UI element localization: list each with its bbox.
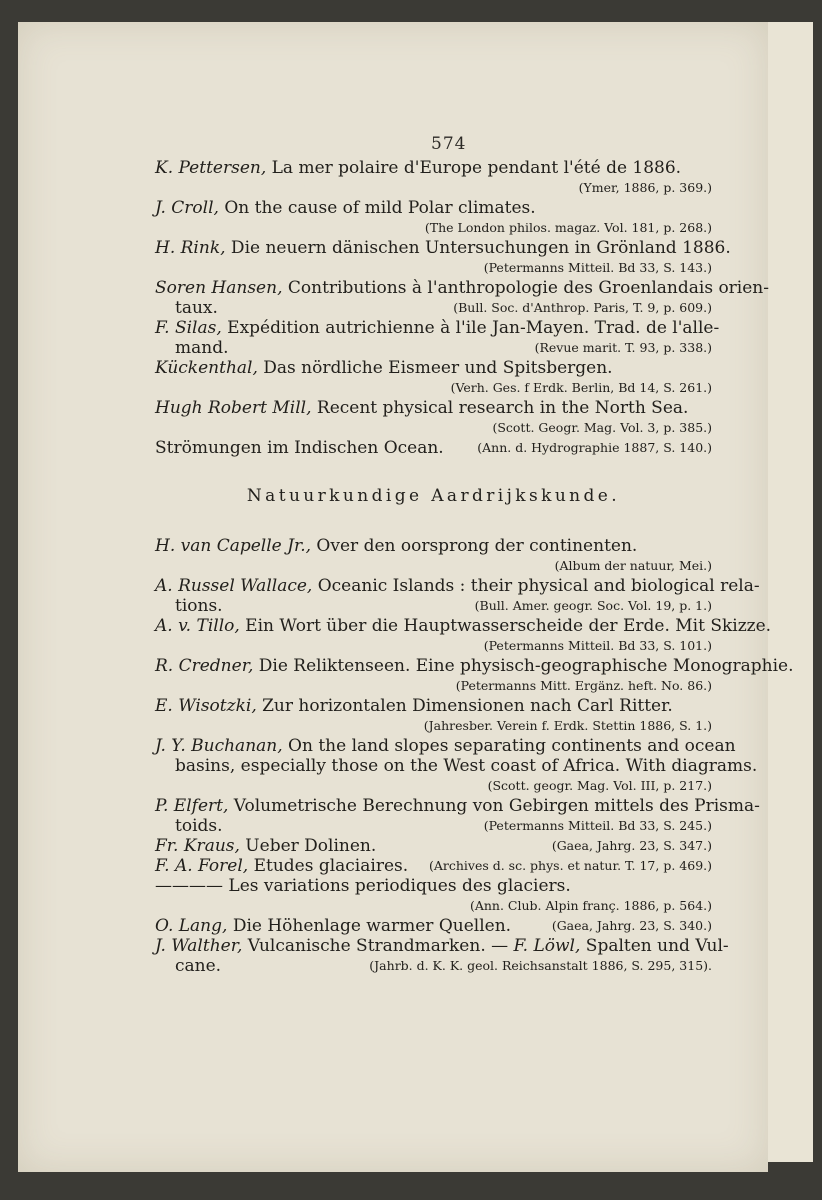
entry-citation: (Jahresber. Verein f. Erdk. Stettin 1886, S. 1.) bbox=[423, 718, 712, 733]
bib-entry-croll bbox=[155, 198, 712, 238]
bib-entry-lang bbox=[155, 916, 712, 936]
entry-author: K. Pettersen, bbox=[155, 158, 267, 178]
entry-title: Das nördliche Eismeer und Spitsbergen. bbox=[257, 358, 613, 378]
entry-title: Die Höhenlage warmer Quellen. bbox=[227, 916, 512, 936]
bib-entry-stromungen bbox=[155, 438, 712, 458]
entry-citation: (Bull. Amer. geogr. Soc. Vol. 19, p. 1.) bbox=[474, 598, 712, 613]
entry-title: Les variations periodiques des glaciers. bbox=[223, 876, 571, 896]
entry-author: E. Wisotzki, bbox=[155, 696, 257, 716]
bib-entry-elfert bbox=[155, 796, 760, 836]
bib-entry-kraus bbox=[155, 836, 712, 856]
entry-citation: (Ann. Club. Alpin franç. 1886, p. 564.) bbox=[469, 898, 712, 913]
bib-entry-mill bbox=[155, 398, 712, 438]
entry-title-continued: cane. bbox=[175, 956, 222, 976]
bib-entry-credner bbox=[155, 656, 794, 696]
entry-title: Vulcanische Strandmarken. — bbox=[242, 936, 514, 956]
entry-title: Over den oorsprong der continenten. bbox=[311, 536, 638, 556]
entry-title-continued: mand. bbox=[175, 338, 229, 358]
entry-citation: (Album der natuur, Mei.) bbox=[554, 558, 712, 573]
entry-title: Recent physical research in the North Sea. bbox=[311, 398, 689, 418]
entry-title: On the land slopes separating continents and ocean bbox=[282, 736, 736, 756]
bib-entry-wisotzki bbox=[155, 696, 712, 736]
entry-citation: (Jahrb. d. K. K. geol. Reichsanstalt 1886, S. 295, 315). bbox=[369, 958, 712, 973]
entry-author: A. v. Tillo, bbox=[155, 616, 240, 636]
entry-title: Zur horizontalen Dimensionen nach Carl Ritter. bbox=[256, 696, 673, 716]
entry-author: H. van Capelle Jr., bbox=[155, 536, 312, 556]
entry-title: Die Reliktenseen. Eine physisch-geographische Monographie. bbox=[253, 656, 794, 676]
entry-author: F. A. Forel, bbox=[155, 856, 249, 876]
entry-title-continued: toids. bbox=[175, 816, 223, 836]
entry-title: Die neuern dänischen Untersuchungen in Grönland 1886. bbox=[225, 238, 731, 258]
entry-title-continued: tions. bbox=[175, 596, 223, 616]
bib-entry-tillo bbox=[155, 616, 772, 656]
entry-citation: (Petermanns Mitt. Ergänz. heft. No. 86.) bbox=[455, 678, 712, 693]
entry-citation: (The London philos. magaz. Vol. 181, p. 268.) bbox=[424, 220, 712, 235]
entry-citation: (Gaea, Jahrg. 23, S. 340.) bbox=[551, 918, 712, 933]
entry-title: On the cause of mild Polar climates. bbox=[218, 198, 536, 218]
entry-author: F. Silas, bbox=[155, 318, 222, 338]
entry-title-continued: taux. bbox=[175, 298, 218, 318]
entry-citation: (Petermanns Mitteil. Bd 33, S. 101.) bbox=[483, 638, 712, 653]
entry-citation: (Revue marit. T. 93, p. 338.) bbox=[534, 340, 712, 355]
bib-entry-wallace bbox=[155, 576, 760, 616]
entry-author: J. Croll, bbox=[155, 198, 219, 218]
bib-entry-rink bbox=[155, 238, 731, 278]
bib-entry-van-capelle bbox=[155, 536, 712, 576]
section-heading: Natuurkundige Aardrijkskunde. bbox=[246, 486, 621, 506]
entry-citation: (Scott. geogr. Mag. Vol. III, p. 217.) bbox=[487, 778, 712, 793]
bib-entry-forel-variations bbox=[155, 876, 712, 916]
entry-author-second: F. Löwl, bbox=[513, 936, 581, 956]
entry-citation: (Bull. Soc. d'Anthrop. Paris, T. 9, p. 609.) bbox=[453, 300, 712, 315]
entry-author: Soren Hansen, bbox=[155, 278, 283, 298]
bib-entry-kuckenthal bbox=[155, 358, 712, 398]
entry-title: La mer polaire d'Europe pendant l'été de 1886. bbox=[266, 158, 682, 178]
entry-author: P. Elfert, bbox=[155, 796, 229, 816]
entry-citation: (Scott. Geogr. Mag. Vol. 3, p. 385.) bbox=[492, 420, 712, 435]
entry-author: R. Credner, bbox=[155, 656, 254, 676]
entry-citation: (Ymer, 1886, p. 369.) bbox=[578, 180, 712, 195]
entry-title: Ein Wort über die Hauptwasserscheide der Erde. Mit Skizze. bbox=[239, 616, 772, 636]
entry-author: A. Russel Wallace, bbox=[155, 576, 313, 596]
entry-citation: (Petermanns Mitteil. Bd 33, S. 245.) bbox=[483, 818, 712, 833]
bibliography-list bbox=[155, 158, 794, 976]
entry-citation: (Verh. Ges. f Erdk. Berlin, Bd 14, S. 261.) bbox=[450, 380, 712, 395]
entry-author: Kückenthal, bbox=[155, 358, 258, 378]
entry-title: Contributions à l'anthropologie des Groenlandais orien- bbox=[282, 278, 769, 298]
entry-author: Hugh Robert Mill, bbox=[155, 398, 312, 418]
entry-author: H. Rink, bbox=[155, 238, 226, 258]
bib-entry-forel bbox=[155, 856, 712, 876]
entry-author: J. Y. Buchanan, bbox=[155, 736, 283, 756]
entry-title: Strömungen im Indischen Ocean. bbox=[155, 438, 444, 458]
entry-title: Expédition autrichienne à l'ile Jan-Mayen. Trad. de l'alle- bbox=[221, 318, 720, 338]
entry-title: Volumetrische Berechnung von Gebirgen mittels des Prisma- bbox=[228, 796, 760, 816]
entry-citation: (Archives d. sc. phys. et natur. T. 17, p. 469.) bbox=[428, 858, 712, 873]
entry-citation: (Gaea, Jahrg. 23, S. 347.) bbox=[551, 838, 712, 853]
entry-author: J. Walther, bbox=[155, 936, 243, 956]
entry-title-second: Spalten und Vul- bbox=[580, 936, 729, 956]
entry-citation: (Petermanns Mitteil. Bd 33, S. 143.) bbox=[483, 260, 712, 275]
entry-title: Ueber Dolinen. bbox=[239, 836, 377, 856]
page-number: 574 bbox=[431, 134, 467, 154]
bib-entry-buchanan bbox=[155, 736, 758, 796]
bib-entry-pettersen bbox=[155, 158, 712, 198]
entry-title-continued: basins, especially those on the West coast of Africa. With diagrams. bbox=[175, 756, 758, 776]
bib-entry-walther bbox=[155, 936, 729, 976]
entry-author: Fr. Kraus, bbox=[155, 836, 240, 856]
entry-title: Etudes glaciaires. bbox=[248, 856, 409, 876]
ditto-dash: ———— bbox=[155, 876, 223, 896]
bib-entry-silas bbox=[155, 318, 720, 358]
bib-entry-hansen bbox=[155, 278, 769, 318]
entry-citation: (Ann. d. Hydrographie 1887, S. 140.) bbox=[477, 440, 712, 455]
entry-title: Oceanic Islands : their physical and biological rela- bbox=[312, 576, 760, 596]
entry-author: O. Lang, bbox=[155, 916, 228, 936]
